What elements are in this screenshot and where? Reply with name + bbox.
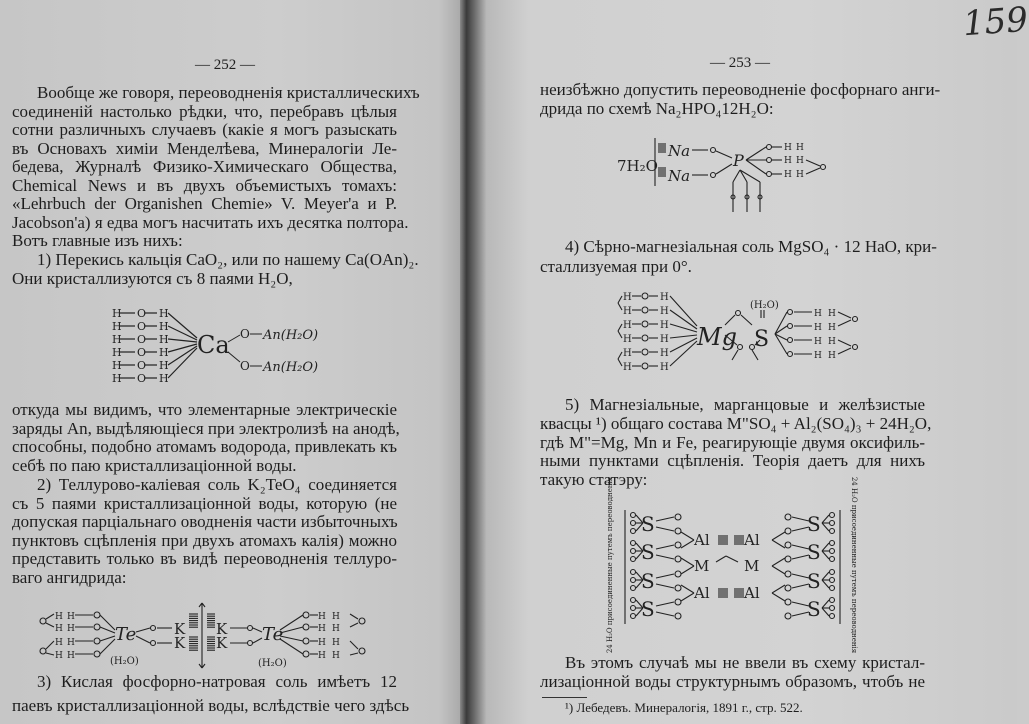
atom-label: H <box>796 156 804 166</box>
atom-label: H <box>55 651 63 661</box>
atom-label: H <box>623 306 632 317</box>
p-label: P <box>733 151 744 170</box>
water-label: (H₂O) <box>258 658 287 669</box>
text-line: Jacobson'a) я едва могъ насчитать ихъ десятка полтора. <box>12 212 409 232</box>
atom-label: H <box>318 638 326 648</box>
footnote: ¹) Лебедевъ. Минералогія, 1891 г., стр. 522. <box>565 700 803 715</box>
na-label: Na <box>668 142 691 160</box>
metal-label: Al <box>744 584 760 602</box>
atom-label: H <box>159 346 169 359</box>
atom-label: H <box>623 334 632 345</box>
text-line: Вотъ главные изъ нихъ: <box>12 231 183 250</box>
text-line: дрида по схемѣ Na₂HPO₄12H₂O: <box>540 98 774 118</box>
atom-label: H <box>112 307 122 320</box>
o-label: O <box>240 359 250 373</box>
text-line: неизбѣжно допустить переоводненіе фосфорнаго анги- <box>540 80 941 99</box>
atom-label: H <box>67 651 75 661</box>
atom-label: H <box>159 372 169 385</box>
text-line: бедева, Журналѣ Физико-Химическаго Общества, <box>12 157 397 176</box>
atom-label: H <box>784 156 792 166</box>
metal-label: Al <box>744 531 760 549</box>
atom-label: H <box>623 362 632 373</box>
text-line: 5) Магнезіальные, марганцовые и желѣзистые <box>565 395 925 414</box>
footnote-rule <box>542 697 587 698</box>
atom-label: O <box>137 346 147 359</box>
atom-label: H <box>55 612 63 622</box>
text-line: квасцы ¹) общаго состава M"SO₄ + Al₂(SO₄)₃ + 24H₂O, <box>540 413 932 433</box>
text-line: соединеній настолько рѣдки, что, перебравъ цѣлыя <box>12 101 397 121</box>
atom-label: H <box>318 612 326 622</box>
k-label: K <box>174 634 186 652</box>
atom-label: H <box>796 170 804 180</box>
water-label: (H₂O) <box>110 656 139 667</box>
atom-label: H <box>67 638 75 648</box>
atom-label: H <box>828 309 836 319</box>
atom-label: H <box>332 638 340 648</box>
metal-label: M <box>694 557 710 575</box>
atom-label: H <box>112 320 122 333</box>
metal-label: M <box>744 557 760 575</box>
atom-label: H <box>784 170 792 180</box>
text-line: пунктовъ сцѣпленія при двухъ атомахъ калія) можно <box>12 530 397 550</box>
atom-label: H <box>828 337 836 347</box>
text-line: 2) Теллурово-каліевая соль K₂TeO₄ соединяется <box>37 475 397 494</box>
text-line: себѣ по паю кристаллизаціонной воды. <box>12 455 297 475</box>
te-label: Te <box>115 624 137 645</box>
atom-label: H <box>159 359 169 372</box>
atom-label: H <box>332 612 340 622</box>
k-label: K <box>216 620 228 638</box>
atom-label: H <box>660 334 669 345</box>
water-label: 7H₂O <box>617 157 658 175</box>
diagram-sodium-phosphate <box>600 130 840 220</box>
atom-label: O <box>137 372 147 385</box>
atom-label: H <box>318 651 326 661</box>
text-line: заряды An, выдѣляющіеся при электролизѣ на анодѣ, <box>12 418 400 438</box>
text-line: Они кристаллизуются съ 8 паями H₂O, <box>12 268 293 288</box>
text-line: паевъ кристаллизаціонной воды, вслѣдствіе чего здѣсь <box>12 696 410 715</box>
diagram-calcium-peroxide <box>100 295 430 395</box>
atom-label: H <box>332 624 340 634</box>
metal-label: Al <box>694 531 710 549</box>
text-line: гдѣ M"=Mg, Mn и Fe, реагирующіе двумя оксифиль- <box>540 432 925 452</box>
s-label: S <box>807 597 821 621</box>
text-line: представить только въ видѣ переоводненія теллуро- <box>12 549 397 569</box>
atom-label: O <box>137 307 147 320</box>
s-label: S <box>641 569 655 593</box>
ca-label: Ca <box>197 331 230 359</box>
text-line: способны, подобно атомамъ водорода, привлекать къ <box>12 437 397 457</box>
atom-label: H <box>112 359 122 372</box>
text-line: откуда мы видимъ, что элементарные электрическіе <box>12 400 397 419</box>
atom-label: H <box>660 320 669 331</box>
an-label: An(H₂O) <box>263 360 319 375</box>
text-line: Chemical News и въ двухъ объемистыхъ томахъ: <box>12 175 397 195</box>
an-label: An(H₂O) <box>263 328 319 343</box>
metal-label: Al <box>694 584 710 602</box>
handwritten-page-number: 159 <box>961 0 1029 45</box>
atom-label: H <box>660 306 669 317</box>
side-label-right: 24 H₂O присоединенные путемъ переоводненія <box>850 476 858 654</box>
s-label: S <box>807 540 821 564</box>
atom-label: H <box>796 143 804 153</box>
k-label: K <box>174 620 186 638</box>
text-line: Вообще же говоря, переоводненія кристаллическихъ <box>37 83 420 102</box>
atom-label: H <box>623 320 632 331</box>
atom-label: H <box>660 362 669 373</box>
page-number-left: — 252 — <box>195 57 255 73</box>
diagram-potassium-tellurate <box>20 590 460 675</box>
atom-label: O <box>137 333 147 346</box>
text-line: 1) Перекись кальція CaO₂, или по нашему Ca(OAn)₂. <box>37 250 419 269</box>
text-line: допуская парціальнаго оводненія части избыточныхъ <box>12 512 398 532</box>
atom-label: H <box>55 638 63 648</box>
atom-label: H <box>159 307 169 320</box>
na-label: Na <box>668 167 691 185</box>
atom-label: H <box>112 346 122 359</box>
s-label: S <box>807 569 821 593</box>
text-line: въ Основахъ химіи Менделѣева, Минералогіи Ле- <box>12 138 397 158</box>
s-label: S <box>641 540 655 564</box>
text-line: сотни различныхъ случаевъ (какіе я могъ разыскать <box>12 120 397 139</box>
atom-label: H <box>814 323 822 333</box>
atom-label: H <box>318 624 326 634</box>
atom-label: H <box>814 351 822 361</box>
atom-label: H <box>55 624 63 634</box>
atom-label: H <box>159 320 169 333</box>
te-label: Te <box>262 624 284 645</box>
text-line: 4) Сѣрно-магнезіальная соль MgSO₄ · 12 HaO, кри- <box>565 237 937 256</box>
atom-label: H <box>67 624 75 634</box>
side-label-left: 24 H₂O присоединенные путемъ переоводненія <box>606 476 614 654</box>
text-line: съ 5 паями кристаллизаціонной воды, которую (не <box>12 493 397 513</box>
diagram-alum-structure <box>598 476 868 654</box>
s-label: S <box>807 512 821 536</box>
text-line: лизаціонной воды структурнымъ образомъ, чтобъ не <box>540 672 925 691</box>
atom-label: H <box>623 292 632 303</box>
page-number-right: — 253 — <box>710 55 770 71</box>
atom-label: H <box>332 651 340 661</box>
atom-label: H <box>784 143 792 153</box>
text-line: такую статэру: <box>540 470 648 490</box>
text-line: «Lehrbuch der Organishen Chemie» V. Meyer'a и P. <box>12 194 397 213</box>
text-line: ными пунктами сцѣпленія. Теорія даетъ для нихъ <box>540 451 925 471</box>
atom-label: H <box>660 292 669 303</box>
atom-label: H <box>660 348 669 359</box>
atom-label: H <box>828 323 836 333</box>
atom-label: H <box>112 333 122 346</box>
diagram-magnesium-sulfate <box>610 285 870 380</box>
s-label: S <box>641 597 655 621</box>
atom-label: H <box>828 351 836 361</box>
atom-label: H <box>814 337 822 347</box>
atom-label: H <box>814 309 822 319</box>
text-line: сталлизуемая при 0°. <box>540 257 692 276</box>
atom-label: H <box>623 348 632 359</box>
s-label: S <box>641 512 655 536</box>
k-label: K <box>216 634 228 652</box>
text-line: Въ этомъ случаѣ мы не ввели въ схему кристал- <box>565 653 925 672</box>
s-label: S <box>754 327 770 352</box>
atom-label: H <box>112 372 122 385</box>
atom-label: O <box>137 320 147 333</box>
text-line: 3) Кислая фосфорно-натровая соль имѣетъ 12 <box>37 672 397 691</box>
atom-label: H <box>159 333 169 346</box>
book-gutter <box>460 0 486 724</box>
o-label: O <box>240 327 250 341</box>
text-line: ваго ангидрида: <box>12 568 127 587</box>
atom-label: O <box>137 359 147 372</box>
atom-label: H <box>67 612 75 622</box>
water-label: (H₂O) <box>750 300 779 311</box>
mg-label: Mg <box>697 323 737 351</box>
